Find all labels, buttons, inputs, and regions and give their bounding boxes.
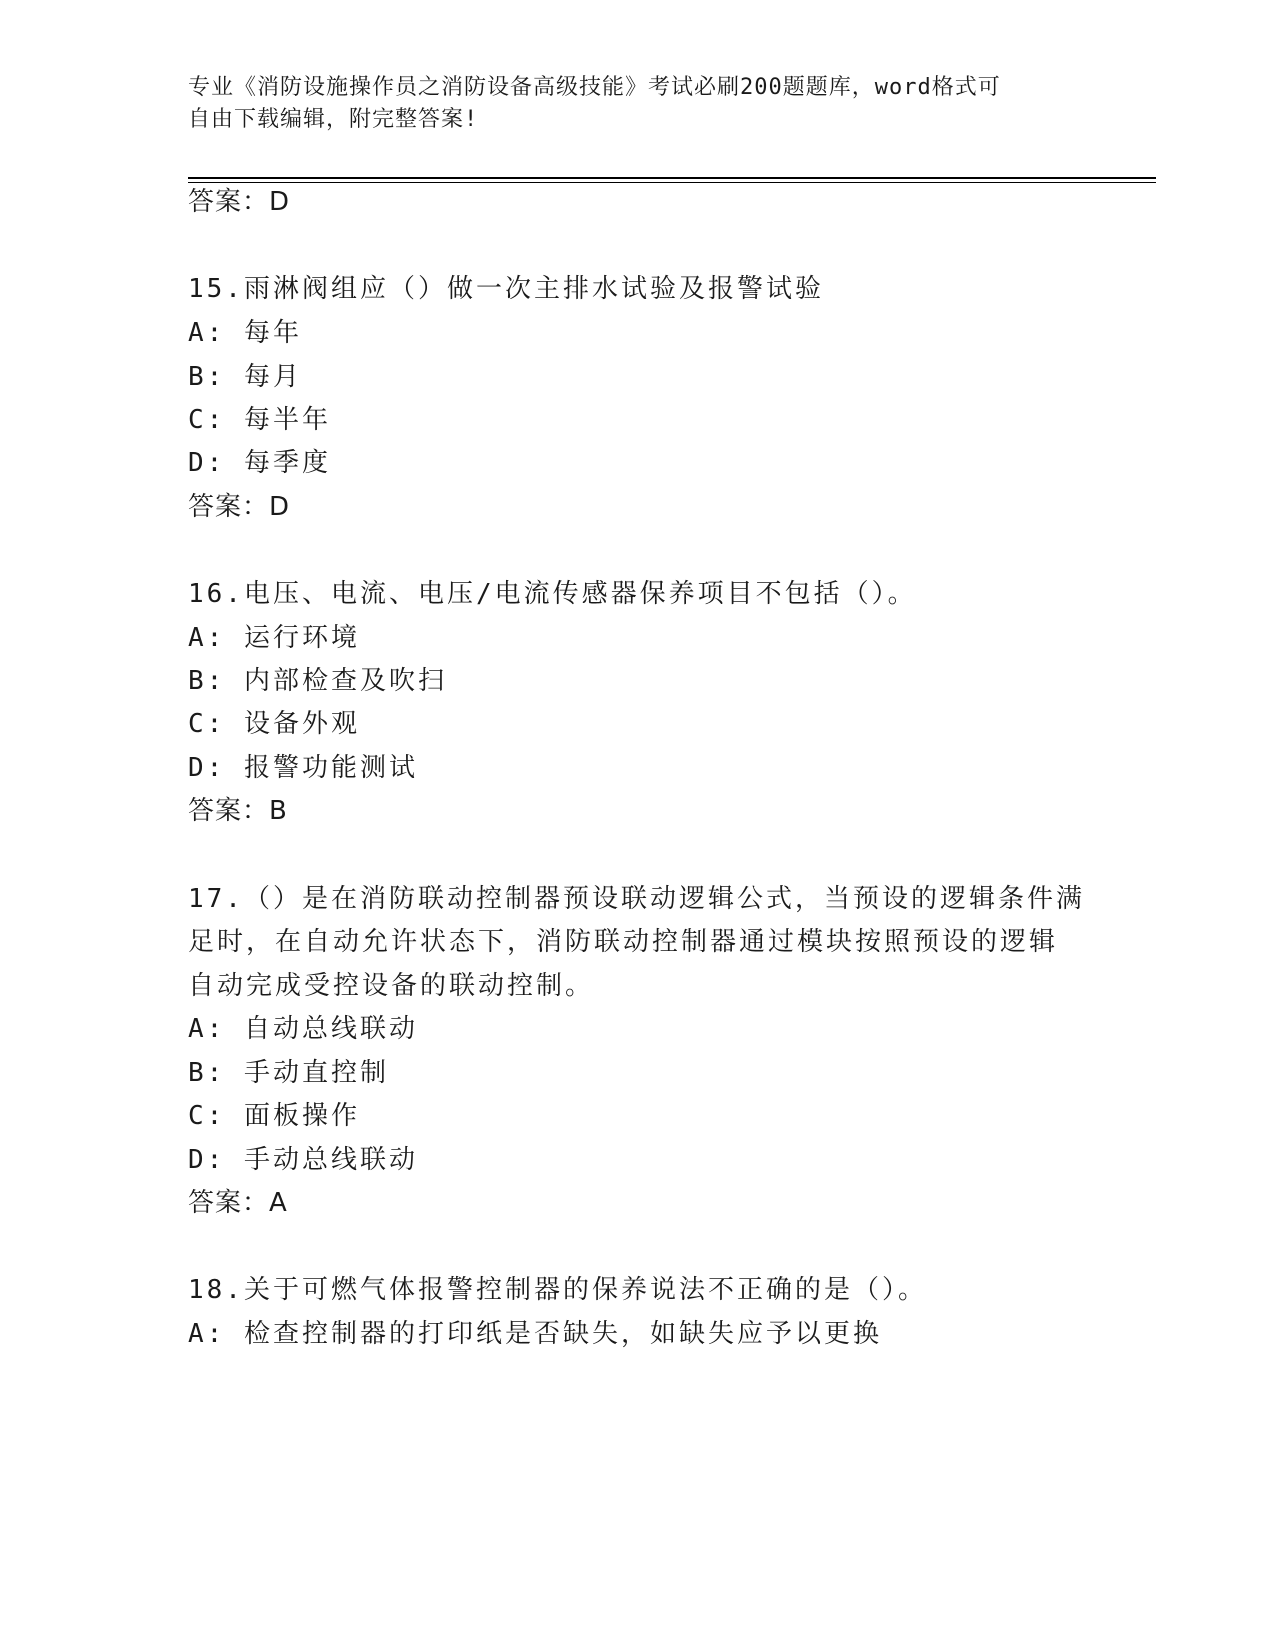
- question-17-option-c: C: 面板操作: [188, 1101, 360, 1131]
- question-16-option-b: B: 内部检查及吹扫: [188, 666, 447, 696]
- question-15-option-b: B: 每月: [188, 362, 302, 392]
- question-17-option-a: A: 自动总线联动: [188, 1014, 418, 1044]
- header-line-1: 专业《消防设施操作员之消防设备高级技能》考试必刷200题题库，word格式可: [188, 75, 1001, 100]
- question-17-answer: 答案：A: [188, 1188, 288, 1218]
- header-divider-thick: [188, 177, 1156, 179]
- question-17-stem-line-2: 足时，在自动允许状态下，消防联动控制器通过模块按照预设的逻辑: [188, 927, 1059, 957]
- question-16-option-d: D: 报警功能测试: [188, 753, 418, 783]
- question-16-option-a: A: 运行环境: [188, 623, 360, 653]
- question-15-option-c: C: 每半年: [188, 405, 331, 435]
- question-15-answer: 答案：D: [188, 492, 291, 522]
- header-divider-thin: [188, 182, 1156, 183]
- question-16-option-c: C: 设备外观: [188, 709, 360, 739]
- question-16-stem: 16.电压、电流、电压/电流传感器保养项目不包括（）。: [188, 579, 917, 609]
- previous-answer: 答案：D: [188, 187, 291, 217]
- question-15-option-d: D: 每季度: [188, 448, 331, 478]
- question-15-option-a: A: 每年: [188, 318, 302, 348]
- question-17-option-b: B: 手动直控制: [188, 1058, 389, 1088]
- question-16-answer: 答案：B: [188, 796, 288, 826]
- header-line-2: 自由下载编辑，附完整答案!: [188, 107, 479, 132]
- question-18-stem: 18.关于可燃气体报警控制器的保养说法不正确的是（）。: [188, 1275, 927, 1305]
- question-15-stem: 15.雨淋阀组应（）做一次主排水试验及报警试验: [188, 274, 824, 304]
- question-17-stem-line-1: 17.（）是在消防联动控制器预设联动逻辑公式，当预设的逻辑条件满: [188, 884, 1085, 914]
- document-header: [188, 72, 1068, 136]
- question-17-option-d: D: 手动总线联动: [188, 1145, 418, 1175]
- question-17-stem-line-3: 自动完成受控设备的联动控制。: [188, 971, 595, 1001]
- question-18-option-a: A: 检查控制器的打印纸是否缺失，如缺失应予以更换: [188, 1319, 882, 1349]
